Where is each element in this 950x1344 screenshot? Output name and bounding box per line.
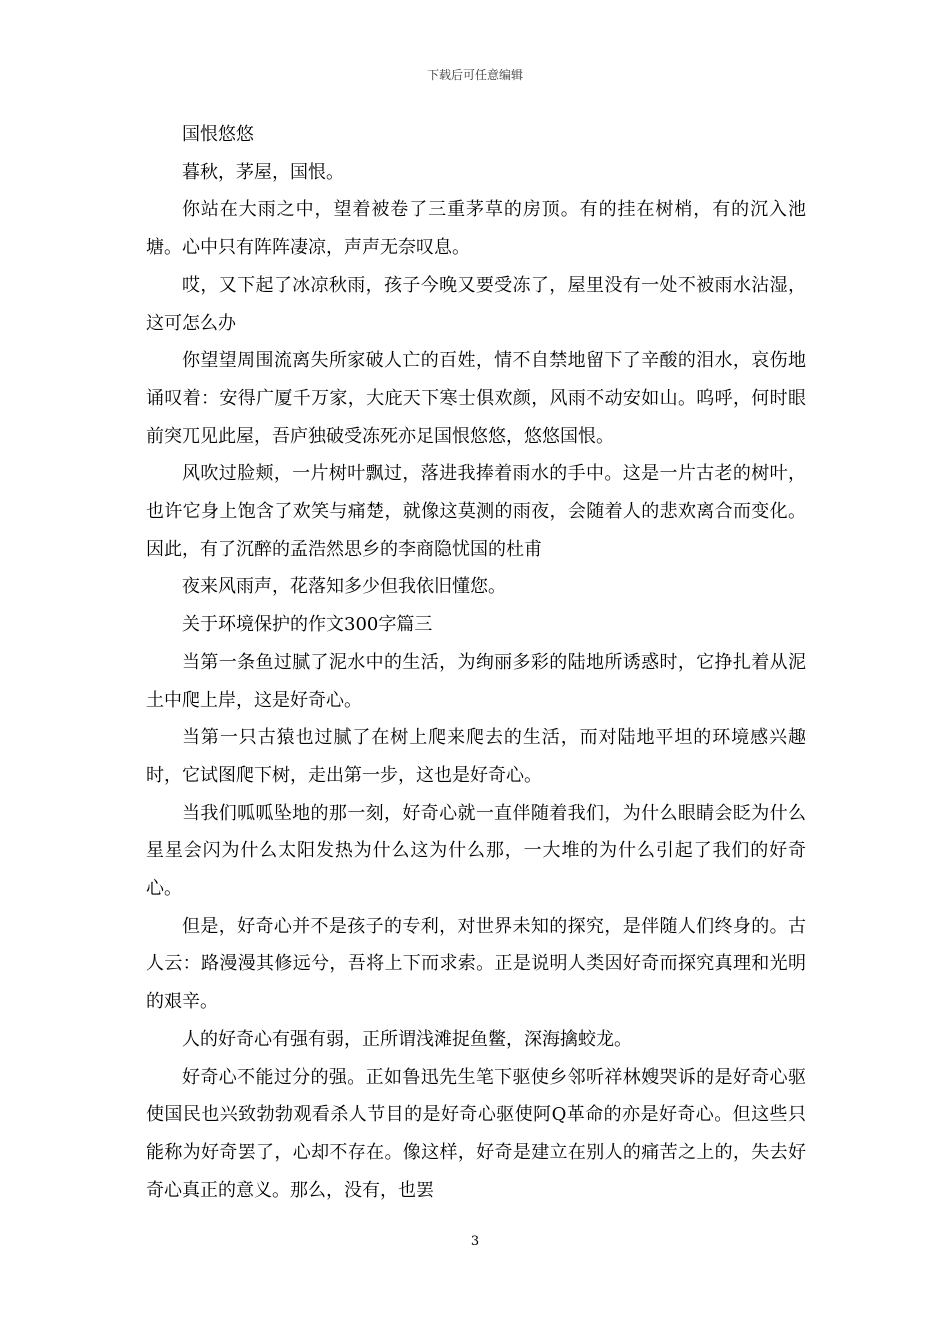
paragraph: 夜来风雨声，花落知多少但我依旧懂您。 [182,576,506,598]
paragraph: 当第一只古猿也过腻了在树上爬来爬去的生活，而对陆地平坦的环境感兴趣时，它试图爬下树，走出第一步，这也是好奇心。 [146,727,806,786]
page-number: 3 [470,1234,480,1249]
paragraph-title: 国恨悠悠 [182,124,254,145]
paragraph: 风吹过脸颊，一片树叶飘过，落进我捧着雨水的手中。这是一片古老的树叶，也许它身上饱含了欢笑与痛楚，就像这莫测的雨夜，会随着人的悲欢离合而变化。因此，有了沉醉的孟浩然思乡的李商隐忧国的杜甫 [146,463,806,560]
page-header: 下载后可任意编辑 [426,68,523,82]
paragraph: 哎，又下起了冰凉秋雨，孩子今晚又要受冻了，屋里没有一处不被雨水沾湿，这可怎么办 [146,274,806,334]
paragraph: 好奇心不能过分的强。正如鲁迅先生笔下驱使乡邻听祥林嫂哭诉的是好奇心驱使国民也兴致勃勃观看杀人节目的是好奇心驱使阿Q革命的亦是好奇心。但这些只能称为好奇罢了，心却不存在。像这样，好奇是建立在别人的痛苦之上的，失去好奇心真正的意义。那么，没有，也罢 [146,1066,806,1201]
paragraph: 你站在大雨之中，望着被卷了三重茅草的房顶。有的挂在树梢，有的沉入池塘。心中只有阵阵凄凉，声声无奈叹息。 [146,199,806,259]
paragraph: 暮秋，茅屋，国恨。 [182,161,344,183]
section-heading: 关于环境保护的作文300字篇三 [182,614,433,636]
paragraph: 当我们呱呱坠地的那一刻，好奇心就一直伴随着我们，为什么眼睛会眨为什么星星会闪为什么太阳发热为什么这为什么那，一大堆的为什么引起了我们的好奇心。 [146,802,806,900]
paragraph: 人的好奇心有强有弱，正所谓浅滩捉鱼鳖，深海擒蛟龙。 [182,1028,632,1050]
paragraph: 你望望周围流离失所家破人亡的百姓，情不自禁地留下了辛酸的泪水，哀伤地诵叹着：安得广厦千万家，大庇天下寒士俱欢颜，风雨不动安如山。呜呼，何时眼前突兀见此屋，吾庐独破受冻死亦足国恨悠悠，悠悠国恨。 [146,350,806,447]
document-body [146,116,806,1209]
paragraph: 但是，好奇心并不是孩子的专利，对世界未知的探究，是伴随人们终身的。古人云：路漫漫其修远兮，吾将上下而求索。正是说明人类因好奇而探究真理和光明的艰辛。 [146,915,806,1013]
paragraph: 当第一条鱼过腻了泥水中的生活，为绚丽多彩的陆地所诱惑时，它挣扎着从泥土中爬上岸，这是好奇心。 [146,651,806,711]
